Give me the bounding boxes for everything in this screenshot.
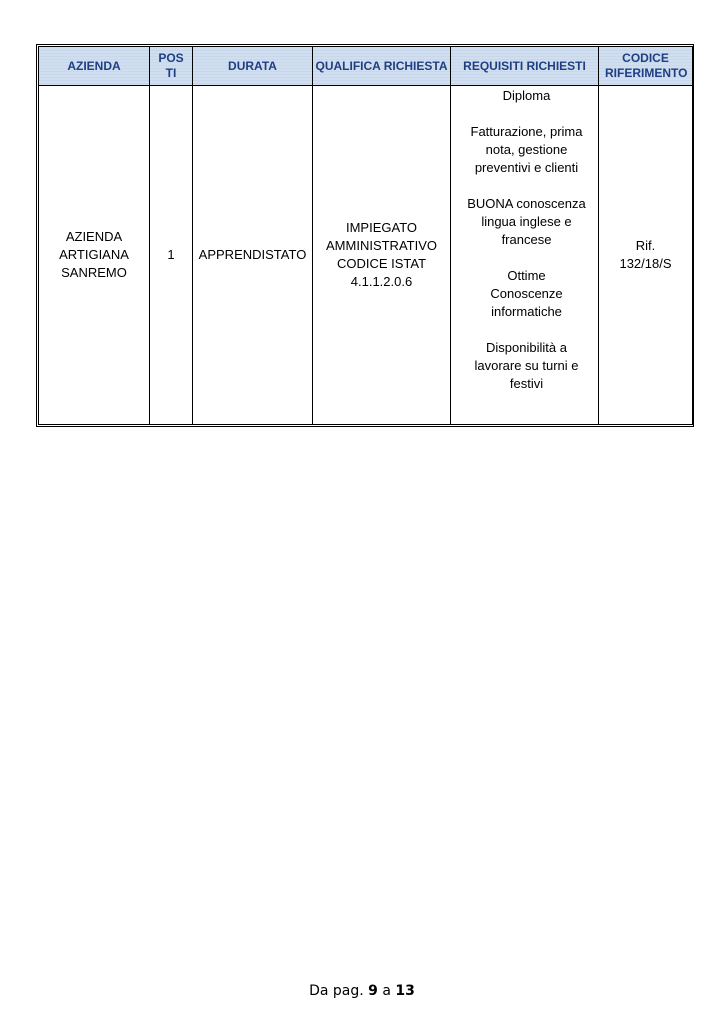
- requisito-item: Diploma: [502, 88, 551, 103]
- requisito-item: Ottime Conoscenze informatiche: [490, 268, 563, 319]
- cell-requisiti: [451, 86, 599, 425]
- cell-codice: Rif. 132/18/S: [599, 86, 693, 425]
- header-posti: POSTI: [150, 47, 193, 86]
- header-requisiti: REQUISITI RICHIESTI: [451, 47, 599, 86]
- header-codice: CODICE RIFERIMENTO: [599, 47, 693, 86]
- cell-posti: 1: [150, 86, 193, 425]
- footer-total-pages: 13: [395, 983, 415, 999]
- footer-separator: a: [382, 983, 391, 999]
- requisito-item: Fatturazione, prima nota, gestione preventivi e clienti: [470, 124, 583, 175]
- page-footer: [0, 983, 724, 999]
- header-qualifica: QUALIFICA RICHIESTA: [313, 47, 451, 86]
- table-header-row: [39, 47, 693, 86]
- job-offers-table: [38, 46, 693, 425]
- header-durata: DURATA: [193, 47, 313, 86]
- job-offers-table-frame: [36, 44, 694, 427]
- footer-current-page: 9: [368, 983, 378, 999]
- footer-prefix: Da pag.: [309, 983, 364, 999]
- cell-durata: APPRENDISTATO: [193, 86, 313, 425]
- table-row: [39, 86, 693, 425]
- requisito-item: BUONA conoscenza lingua inglese e francese: [467, 196, 586, 247]
- requisito-item: Disponibilità a lavorare su turni e festivi: [474, 340, 579, 391]
- cell-qualifica: IMPIEGATO AMMINISTRATIVO CODICE ISTAT 4.1.1.2.0.6: [313, 86, 451, 425]
- header-azienda: AZIENDA: [39, 47, 150, 86]
- cell-azienda: AZIENDA ARTIGIANA SANREMO: [39, 86, 150, 425]
